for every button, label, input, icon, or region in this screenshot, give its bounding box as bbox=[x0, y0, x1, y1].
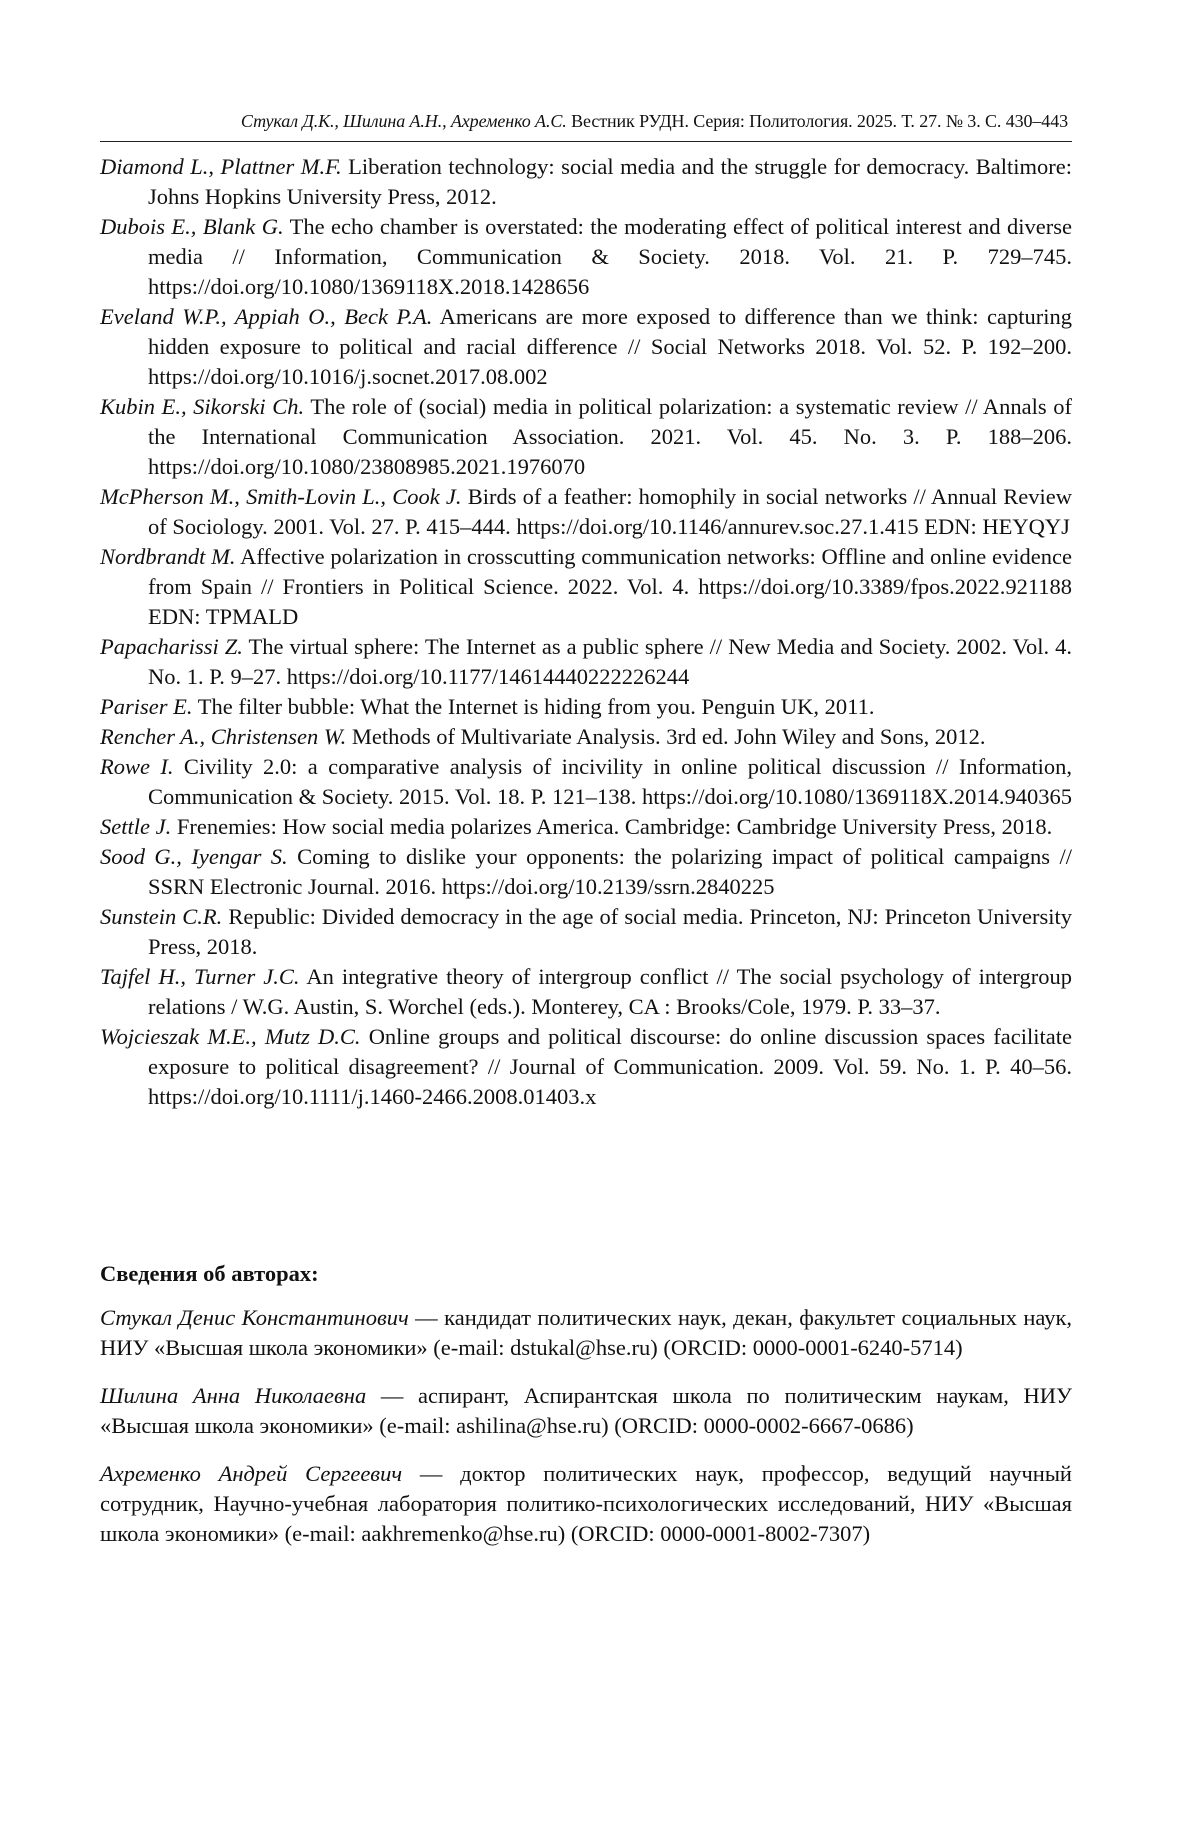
references-list bbox=[100, 152, 1072, 1112]
reference-authors: Settle J. bbox=[100, 814, 171, 839]
author-name: Стукал Денис Константинович bbox=[100, 1305, 409, 1330]
header-rule bbox=[100, 141, 1072, 142]
reference-text: An integrative theory of intergroup conflict // The social psychology of intergroup relations / W.G. Austin, S. Worchel (eds.). Monterey, CA : Brooks/Cole, 1979. P. 33–37. bbox=[148, 964, 1072, 1019]
reference-authors: Wojcieszak M.E., Mutz D.C. bbox=[100, 1024, 361, 1049]
reference-item bbox=[100, 752, 1072, 812]
reference-item bbox=[100, 542, 1072, 632]
page bbox=[0, 0, 1200, 1834]
reference-authors: Dubois E., Blank G. bbox=[100, 214, 284, 239]
author-entry bbox=[100, 1303, 1072, 1363]
reference-item bbox=[100, 962, 1072, 1022]
about-authors-list bbox=[100, 1303, 1072, 1567]
header-journal: Вестник РУДН. Серия: Политология. 2025. Т. 27. № 3. С. 430–443 bbox=[571, 111, 1068, 131]
reference-authors: Rencher A., Christensen W. bbox=[100, 724, 346, 749]
author-name: Шилина Анна Николаевна bbox=[100, 1383, 366, 1408]
reference-item bbox=[100, 842, 1072, 902]
reference-text: Liberation technology: social media and the struggle for democracy. Baltimore: Johns Hopkins University Press, 2012. bbox=[148, 154, 1072, 209]
reference-item bbox=[100, 812, 1072, 842]
reference-authors: Pariser E. bbox=[100, 694, 193, 719]
author-details: — доктор политических наук, профессор, ведущий научный сотрудник, Научно-учебная лаборатория политико-психологических исследований, НИУ «Высшая школа экономики» (e-mail: aakhremenko@hse.ru) (ORCID: 0000-0001-8002-7307) bbox=[100, 1461, 1072, 1546]
reference-text: Methods of Multivariate Analysis. 3rd ed. John Wiley and Sons, 2012. bbox=[352, 724, 986, 749]
reference-item bbox=[100, 692, 1072, 722]
reference-text: Coming to dislike your opponents: the polarizing impact of political campaigns // SSRN Electronic Journal. 2016. https://doi.org/10.2139/ssrn.2840225 bbox=[148, 844, 1072, 899]
reference-text: Birds of a feather: homophily in social networks // Annual Review of Sociology. 2001. Vol. 27. P. 415–444. https://doi.org/10.1146/annurev.soc.27.1.415 EDN: HEYQYJ bbox=[148, 484, 1072, 539]
reference-authors: McPherson M., Smith-Lovin L., Cook J. bbox=[100, 484, 462, 509]
header-authors: Стукал Д.К., Шилина А.Н., Ахременко А.С. bbox=[241, 111, 567, 131]
reference-text: The virtual sphere: The Internet as a public sphere // New Media and Society. 2002. Vol. 4. No. 1. P. 9–27. https://doi.org/10.1177/14614440222226244 bbox=[148, 634, 1072, 689]
reference-text: The filter bubble: What the Internet is hiding from you. Penguin UK, 2011. bbox=[198, 694, 875, 719]
reference-item bbox=[100, 392, 1072, 482]
reference-item bbox=[100, 152, 1072, 212]
reference-text: Civility 2.0: a comparative analysis of incivility in online political discussion // Information, Communication & Society. 2015. Vol. 18. P. 121–138. https://doi.org/10.1080/1369118X.2014.940365 bbox=[148, 754, 1072, 809]
reference-item bbox=[100, 632, 1072, 692]
reference-text: The echo chamber is overstated: the moderating effect of political interest and diverse media // Information, Communication & Society. 2018. Vol. 21. P. 729–745. https://doi.org/10.1080/1369118X.2018.1428656 bbox=[148, 214, 1072, 299]
reference-authors: Papacharissi Z. bbox=[100, 634, 243, 659]
reference-item bbox=[100, 482, 1072, 542]
reference-text: Americans are more exposed to difference than we think: capturing hidden exposure to political and racial difference // Social Networks 2018. Vol. 52. P. 192–200. https://doi.org/10.1016/j.socnet.2017.08.002 bbox=[148, 304, 1072, 389]
reference-text: Frenemies: How social media polarizes America. Cambridge: Cambridge University Press, 2018. bbox=[177, 814, 1052, 839]
reference-text: Affective polarization in crosscutting communication networks: Offline and online evidence from Spain // Frontiers in Political Science. 2022. Vol. 4. https://doi.org/10.3389/fpos.2022.921188 EDN: TPMALD bbox=[148, 544, 1072, 629]
about-authors-heading: Сведения об авторах: bbox=[100, 1259, 319, 1289]
reference-item bbox=[100, 1022, 1072, 1112]
author-details: — аспирант, Аспирантская школа по политическим наукам, НИУ «Высшая школа экономики» (e-mail: ashilina@hse.ru) (ORCID: 0000-0002-6667-0686) bbox=[100, 1383, 1072, 1438]
reference-authors: Rowe I. bbox=[100, 754, 173, 779]
reference-authors: Sunstein C.R. bbox=[100, 904, 222, 929]
reference-authors: Tajfel H., Turner J.C. bbox=[100, 964, 300, 989]
reference-item bbox=[100, 902, 1072, 962]
reference-item bbox=[100, 302, 1072, 392]
reference-item bbox=[100, 722, 1072, 752]
reference-authors: Nordbrandt M. bbox=[100, 544, 236, 569]
author-name: Ахременко Андрей Сергеевич bbox=[100, 1461, 402, 1486]
reference-text: Republic: Divided democracy in the age of social media. Princeton, NJ: Princeton University Press, 2018. bbox=[148, 904, 1072, 959]
reference-authors: Sood G., Iyengar S. bbox=[100, 844, 288, 869]
reference-authors: Diamond L., Plattner M.F. bbox=[100, 154, 342, 179]
reference-text: Online groups and political discourse: do online discussion spaces facilitate exposure to political disagreement? // Journal of Communication. 2009. Vol. 59. No. 1. P. 40–56. https://doi.org/10.1111/j.1460-2466.2008.01403.x bbox=[148, 1024, 1072, 1109]
reference-authors: Kubin E., Sikorski Ch. bbox=[100, 394, 304, 419]
author-entry bbox=[100, 1459, 1072, 1549]
author-details: — кандидат политических наук, декан, факультет социальных наук, НИУ «Высшая школа экономики» (e-mail: dstukal@hse.ru) (ORCID: 0000-0001-6240-5714) bbox=[100, 1305, 1072, 1360]
reference-text: The role of (social) media in political polarization: a systematic review // Annals of the International Communication Association. 2021. Vol. 45. No. 3. P. 188–206. https://doi.org/10.1080/23808985.2021.1976070 bbox=[148, 394, 1072, 479]
reference-item bbox=[100, 212, 1072, 302]
author-entry bbox=[100, 1381, 1072, 1441]
reference-authors: Eveland W.P., Appiah O., Beck P.A. bbox=[100, 304, 432, 329]
running-header bbox=[100, 110, 1068, 132]
